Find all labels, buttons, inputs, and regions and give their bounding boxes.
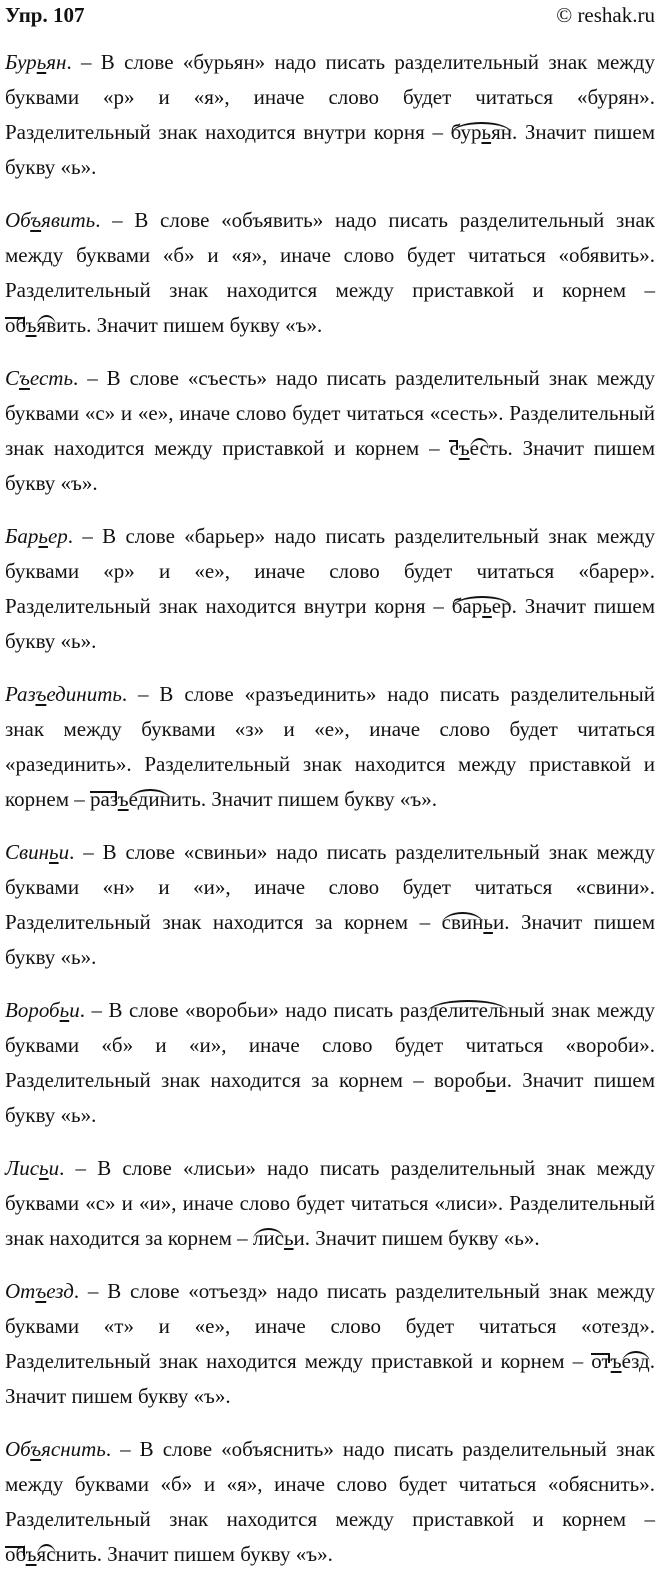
text: . – В слове «барьер» надо писать разделительный знак между <box>67 524 655 548</box>
text-line <box>5 1344 655 1379</box>
text: Значит пишем букву «ъ». <box>5 1384 231 1408</box>
text: . <box>649 1349 655 1373</box>
text-line <box>5 150 655 185</box>
answer-text <box>5 45 655 1572</box>
headword: и <box>48 1156 60 1180</box>
text-line <box>5 1432 655 1467</box>
separator-sign: ь <box>38 524 48 548</box>
text: и. Значит пишем <box>495 1068 655 1092</box>
text-line <box>5 80 655 115</box>
text: бур <box>450 120 482 144</box>
text: . – В слове «отъезд» надо писать разделительный знак между <box>73 1279 655 1303</box>
headword: ер <box>47 524 68 548</box>
text: Разделительный знак находится за корнем – <box>5 910 442 934</box>
text: . – В слове «разъединить» надо писать разделительный <box>121 682 655 706</box>
text-line <box>5 273 655 308</box>
separator-sign: ь <box>483 910 493 934</box>
headword: Лис <box>5 1156 40 1180</box>
separator-sign: ь <box>49 840 59 864</box>
text-line <box>5 712 655 747</box>
separator-sign: ъ <box>117 787 129 811</box>
exercise-title: Упр. 107 <box>5 3 85 27</box>
text: между буквами «б» и «я», иначе слово будет читаться «обявить». <box>5 243 655 267</box>
text-line <box>5 782 655 817</box>
separator-sign: ъ <box>35 1279 47 1303</box>
root-mark <box>452 594 512 618</box>
text: корнем – <box>5 787 90 811</box>
headword: яснить <box>41 1437 106 1461</box>
headword: Раз <box>5 682 36 706</box>
headword: ян <box>46 50 67 74</box>
separator-sign: ь <box>485 1068 496 1092</box>
separator-sign: ь <box>482 594 492 618</box>
text-line <box>5 835 655 870</box>
paragraph <box>5 677 655 817</box>
text-line <box>5 238 655 273</box>
text: букву «ь». <box>5 945 97 969</box>
text-line <box>5 396 655 431</box>
text: ить. Значит пишем букву «ъ». <box>56 313 323 337</box>
text: Разделительный знак находится между приставкой и корнем – <box>5 278 655 302</box>
text: знак находится за корнем – <box>5 1226 253 1250</box>
separator-sign: ъ <box>30 1437 42 1461</box>
text: буквами «н» и «и», иначе слово будет читаться «свини». <box>5 875 655 899</box>
text: ть. Значит пишем <box>488 436 655 460</box>
text: букву «ь». <box>5 1103 97 1127</box>
separator-sign: ь <box>283 1226 294 1250</box>
separator-sign: ь <box>59 998 70 1022</box>
text: ян <box>491 120 512 144</box>
text-line <box>5 1028 655 1063</box>
header <box>5 0 655 30</box>
text-line <box>5 203 655 238</box>
root-mark: свин <box>441 910 484 934</box>
text: «разединить». Разделительный знак находится между приставкой и <box>5 752 655 776</box>
headword: Вороб <box>5 998 60 1022</box>
text: буквами «р» и «я», иначе слово будет читаться «бурян». <box>5 85 655 109</box>
headword: Бар <box>5 524 39 548</box>
source-label: © reshak.ru <box>556 3 655 27</box>
paragraph <box>5 1432 655 1572</box>
text-line <box>5 1186 655 1221</box>
root-mark: делитель <box>427 998 509 1022</box>
text: и. Значит пишем букву «ь». <box>293 1226 540 1250</box>
text: . – В слове «объяснить» надо писать разделительный знак <box>105 1437 655 1461</box>
paragraph <box>5 361 655 501</box>
prefix-mark: об <box>5 1542 26 1566</box>
headword: Свин <box>5 840 50 864</box>
text: Разделительный знак находится между приставкой и корнем – <box>5 1507 655 1531</box>
text-line <box>5 554 655 589</box>
root-mark: лис <box>252 1226 284 1250</box>
root-mark: яв <box>36 313 57 337</box>
root-mark: един <box>128 787 171 811</box>
text-line <box>5 1502 655 1537</box>
text-line <box>5 45 655 80</box>
text: знак между буквами «з» и «е», иначе слово будет читаться <box>5 717 655 741</box>
text: буквами «б» и «и», иначе слово будет читаться «вороби». <box>5 1033 655 1057</box>
separator-sign: ь <box>39 1156 49 1180</box>
text-line <box>5 361 655 396</box>
text-line <box>5 1151 655 1186</box>
text-line <box>5 1098 655 1133</box>
text: . – В слове «объявить» надо писать разделительный знак <box>95 208 655 232</box>
headword: и <box>58 840 70 864</box>
text-line <box>5 993 655 1028</box>
text: . Значит пишем <box>511 120 655 144</box>
prefix-mark: раз <box>89 787 118 811</box>
separator-sign: ь <box>36 50 47 74</box>
text: буквами «с» и «и», иначе слово будет читаться «лиси». Разделительный <box>5 1191 655 1215</box>
paragraph <box>5 835 655 975</box>
root-mark: яс <box>36 1542 56 1566</box>
text: букву «ь». <box>5 629 97 653</box>
paragraph <box>5 993 655 1133</box>
text: букву «ъ». <box>5 471 98 495</box>
text: знак находится между приставкой и корнем – <box>5 436 450 460</box>
text-line <box>5 1379 655 1414</box>
text: Разделительный знак находится между приставкой и корнем – <box>5 1349 592 1373</box>
headword: единить <box>46 682 122 706</box>
text-line <box>5 1309 655 1344</box>
prefix-mark: об <box>5 313 26 337</box>
text-line <box>5 466 655 501</box>
text: букву «ь». <box>5 155 97 179</box>
headword: Бур <box>5 50 37 74</box>
paragraph <box>5 519 655 659</box>
text-line <box>5 747 655 782</box>
text: ить. Значит пишем букву «ъ». <box>170 787 437 811</box>
headword: Об <box>5 208 31 232</box>
text: ный знак между <box>508 998 656 1022</box>
text: . – В слове «бурьян» надо писать разделительный знак между <box>66 50 655 74</box>
text-line <box>5 1467 655 1502</box>
text: буквами «р» и «е», иначе слово будет читаться «барер». <box>5 559 655 583</box>
prefix-mark: от <box>591 1349 611 1373</box>
separator-sign: ъ <box>458 436 470 460</box>
headword: От <box>5 1279 36 1303</box>
separator-sign: ъ <box>35 682 47 706</box>
text: Разделительный знак находится за корнем – вороб <box>5 1068 486 1092</box>
separator-sign: ь <box>481 120 492 144</box>
text: . – В слове «свиньи» надо писать разделительный знак между <box>69 840 655 864</box>
text-line <box>5 1221 655 1256</box>
headword: есть <box>29 366 74 390</box>
text: Разделительный знак находится внутри корня – <box>5 594 452 618</box>
headword: С <box>5 366 20 390</box>
root-mark: езд <box>621 1349 650 1373</box>
text-line <box>5 870 655 905</box>
paragraph <box>5 1151 655 1256</box>
text-line <box>5 1063 655 1098</box>
text-line <box>5 115 655 150</box>
text-line <box>5 589 655 624</box>
text: нить. Значит пишем букву «ъ». <box>55 1542 333 1566</box>
paragraph <box>5 1274 655 1414</box>
text-line <box>5 940 655 975</box>
text: и. Значит пишем <box>492 910 655 934</box>
headword: и <box>69 998 80 1022</box>
text-line <box>5 677 655 712</box>
text: бар <box>451 594 483 618</box>
text: ер <box>491 594 512 618</box>
text: буквами «с» и «е», иначе слово будет читаться «сесть». Разделительный <box>5 401 655 425</box>
text: . – В слове «воробьи» надо писать раз <box>79 998 428 1022</box>
separator-sign: ъ <box>30 208 42 232</box>
separator-sign: ъ <box>25 1542 37 1566</box>
paragraph <box>5 203 655 343</box>
headword: явить <box>41 208 96 232</box>
separator-sign: ъ <box>25 313 37 337</box>
headword: езд <box>46 1279 74 1303</box>
text: между буквами «б» и «я», иначе слово будет читаться «обяснить». <box>5 1472 655 1496</box>
text: буквами «т» и «е», иначе слово будет читаться «отезд». <box>5 1314 655 1338</box>
text-line <box>5 431 655 466</box>
text: Разделительный знак находится внутри корня – <box>5 120 451 144</box>
separator-sign: ъ <box>19 366 30 390</box>
headword: Об <box>5 1437 31 1461</box>
text: . Значит пишем <box>511 594 655 618</box>
root-mark: ес <box>469 436 489 460</box>
text-line <box>5 519 655 554</box>
text: . – В слове «лисьи» надо писать разделительный знак между <box>59 1156 655 1180</box>
text-line <box>5 1274 655 1309</box>
separator-sign: ъ <box>610 1349 622 1373</box>
text-line <box>5 308 655 343</box>
text-line <box>5 1537 655 1572</box>
text: . – В слове «съесть» надо писать разделительный знак между <box>73 366 655 390</box>
prefix-mark: с <box>449 436 459 460</box>
paragraph <box>5 45 655 185</box>
text-line <box>5 624 655 659</box>
root-mark <box>451 120 512 144</box>
text-line <box>5 905 655 940</box>
